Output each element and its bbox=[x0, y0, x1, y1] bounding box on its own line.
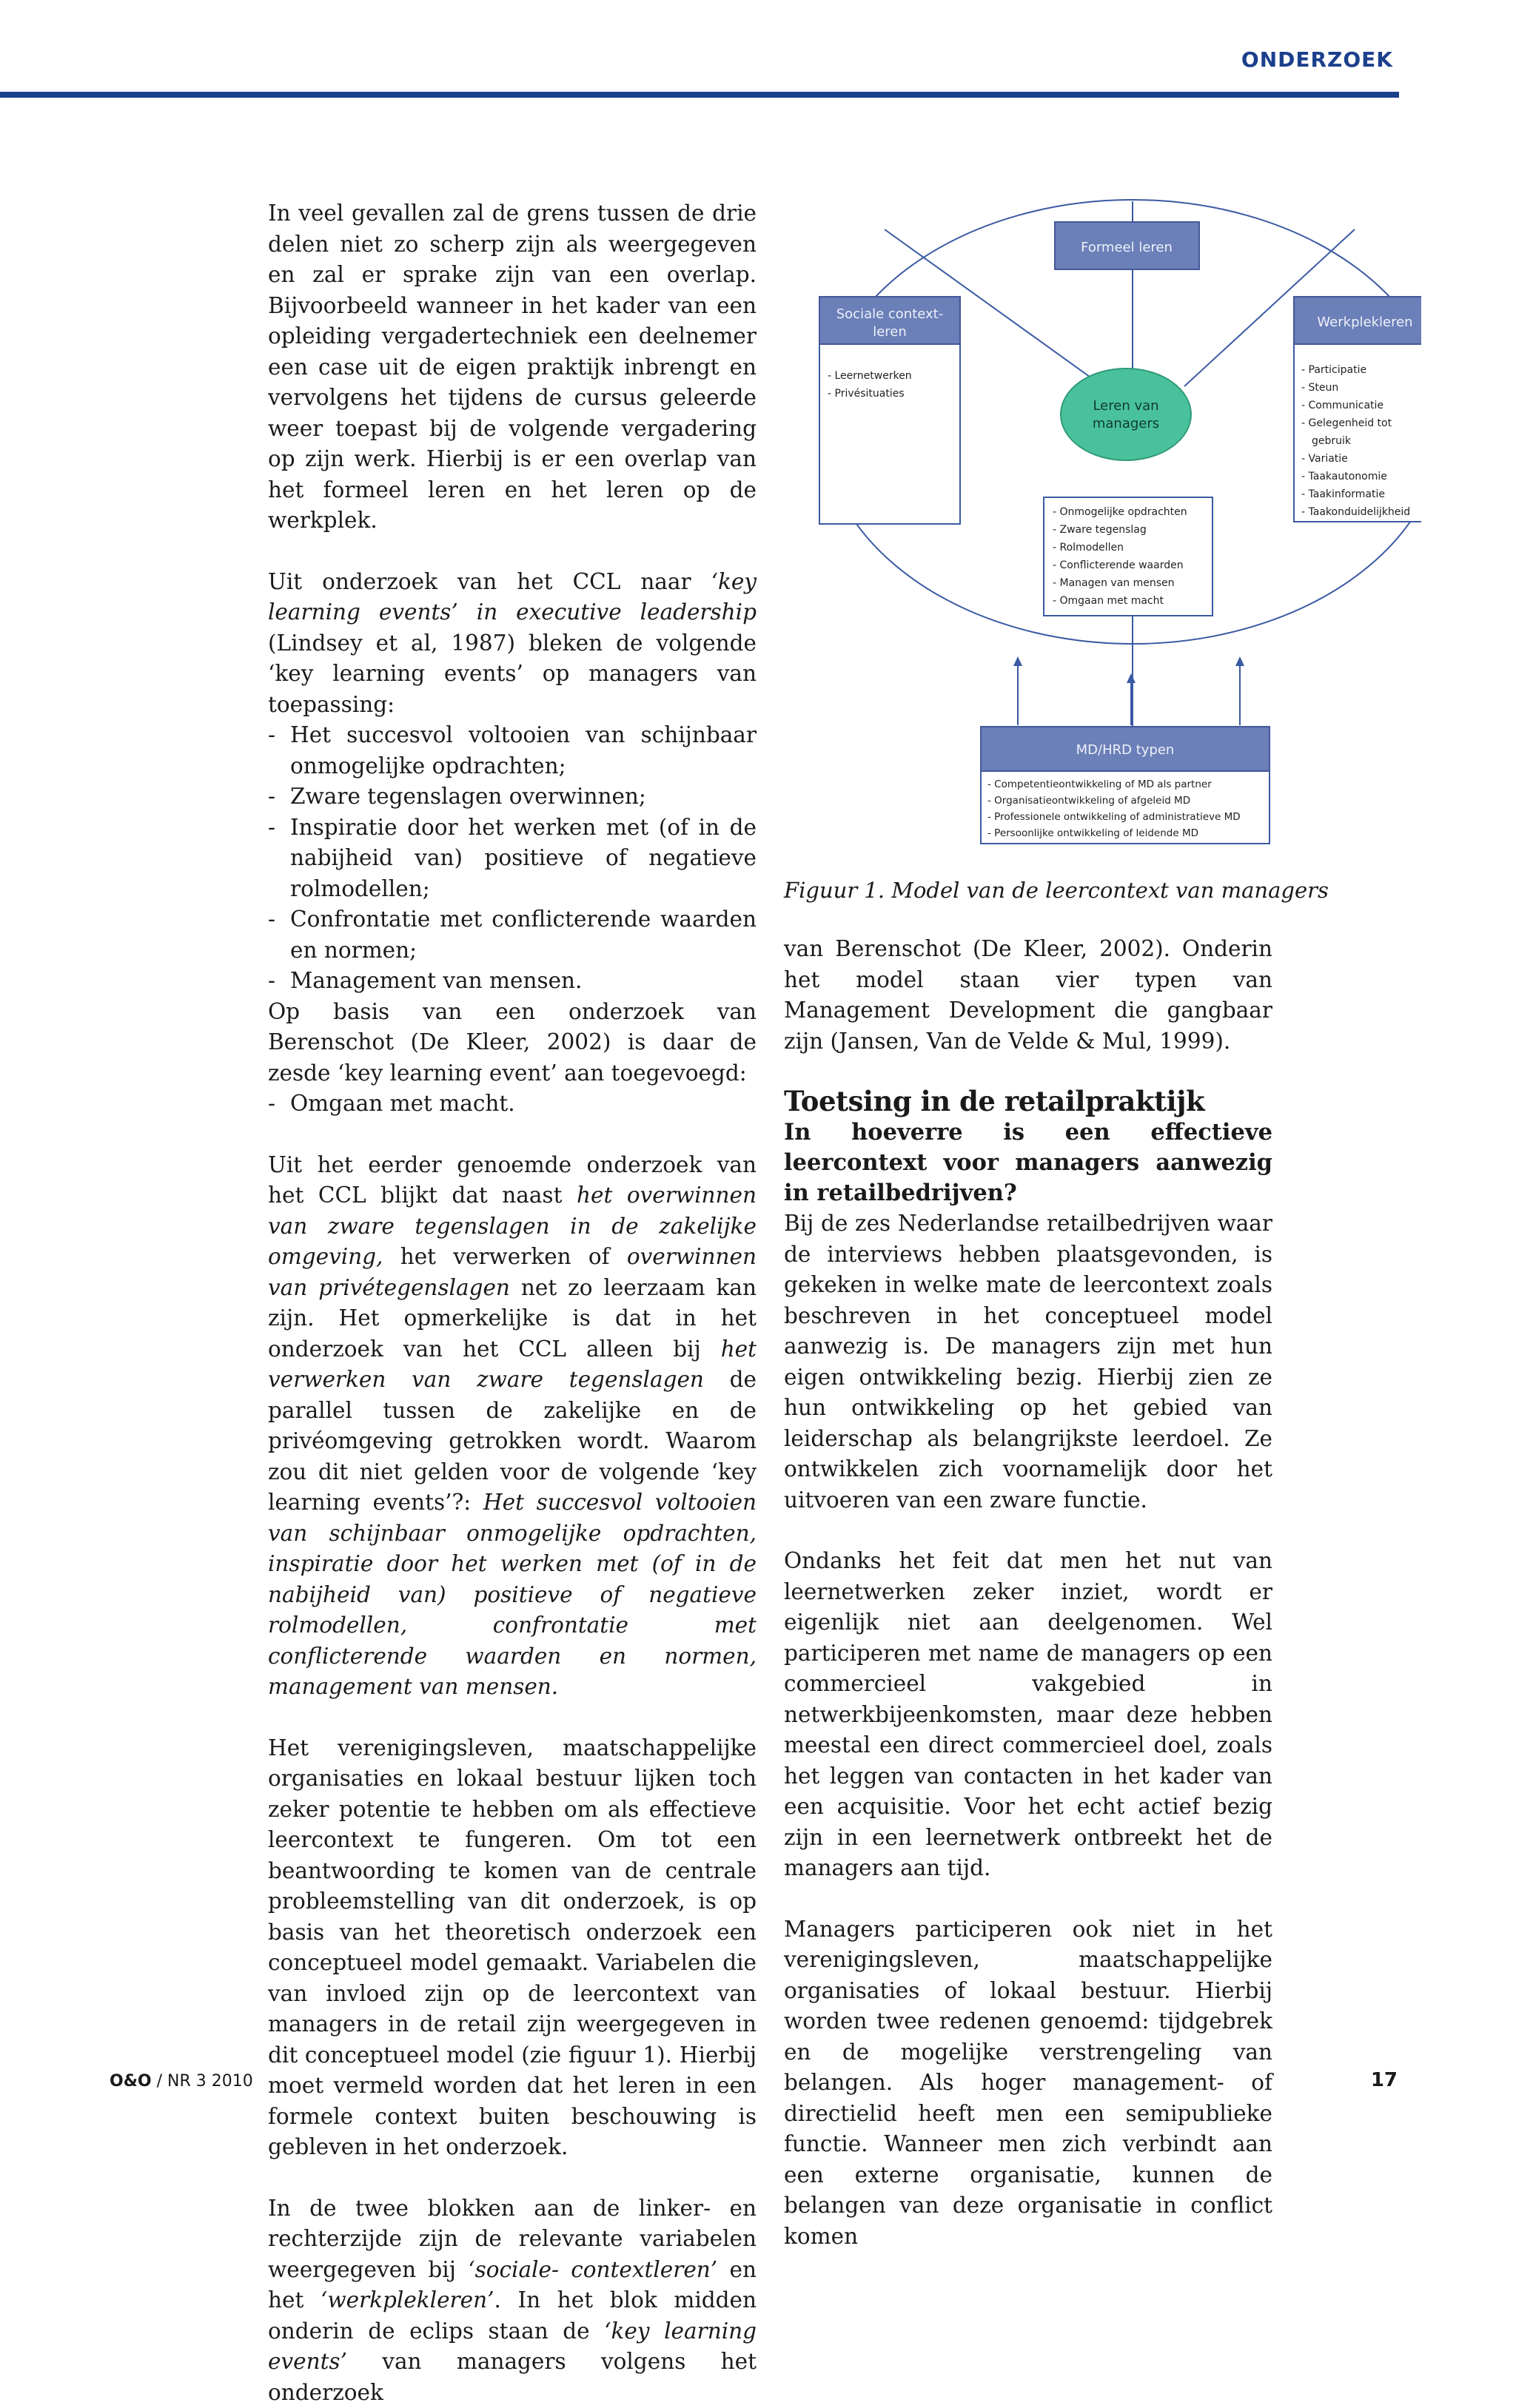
list-item: - Management van mensen. bbox=[268, 966, 757, 997]
social-context-label: leren bbox=[873, 324, 907, 340]
social-item: - Privésituaties bbox=[828, 388, 905, 400]
workplace-item: - Taakinformatie bbox=[1301, 488, 1385, 500]
workplace-item: - Taakautonomie bbox=[1301, 471, 1387, 482]
md-hrd-item: - Persoonlijke ontwikkeling of leidende MD bbox=[987, 827, 1198, 839]
social-context-label: Sociale context- bbox=[836, 306, 944, 322]
managers-learning-label: Leren van bbox=[1093, 398, 1158, 414]
md-hrd-item: - Competentieontwikkeling of MD als partner bbox=[987, 778, 1212, 790]
key-event-item: - Managen van mensen bbox=[1053, 577, 1175, 589]
key-event-item: - Rolmodellen bbox=[1053, 542, 1124, 554]
managers-learning-label: managers bbox=[1093, 416, 1159, 431]
workplace-item: - Communicatie bbox=[1301, 400, 1383, 411]
key-event-item: - Zware tegenslag bbox=[1053, 524, 1147, 536]
workplace-item: - Gelegenheid tot bbox=[1301, 417, 1392, 429]
workplace-item: - Steun bbox=[1301, 382, 1338, 394]
figure-caption: Figuur 1. Model van de leercontext van managers bbox=[784, 878, 1329, 903]
paragraph: In veel gevallen zal de grens tussen de drie delen niet zo scherp zijn als weergegeven en zal er sprake zijn van een overlap. Bijvoorbeeld wanneer in het kader van een opleiding vergadertechniek een deelnemer een case uit de eigen praktijk inbrengt en vervolgens het tijdens de cursus geleerde weer toepast bij de volgende vergadering op zijn werk. Hierbij is er een overlap van het formeel leren en het leren op de werkplek. bbox=[268, 198, 757, 537]
arrow-head bbox=[1235, 656, 1244, 666]
list-item: - Het succesvol voltooien van schijnbaar onmogelijke opdrachten; bbox=[268, 720, 757, 781]
section-subheading: In hoeverre is een effectieve leercontext voor managers aanwezig in retailbedrijven? bbox=[784, 1117, 1272, 1208]
paragraph: Uit het eerder genoemde onderzoek van het CCL blijkt dat naast het overwinnen van zware tegenslagen in de zakelijke omgeving, het verwerken of overwinnen van privétegenslagen net zo leerzaam kan zijn. Het opmerkelijke is dat in het onderzoek van het CCL alleen bij het verwerken van zware tegenslagen de parallel tussen de zakelijke en de privéomgeving getrokken wordt. Waarom zou dit niet gelden voor de volgende ‘key learning events’?: Het succesvol voltooien van schijnbaar onmogelijke opdrachten, inspiratie door het werken met (of in de nabijheid van) positieve of negatieve rolmodellen, confrontatie met conflicterende waarden en normen, management van mensen. bbox=[268, 1150, 757, 1703]
extra-event-list bbox=[268, 1089, 757, 1120]
arrow-head bbox=[1127, 673, 1136, 683]
md-hrd-item: - Organisatieontwikkeling of afgeleid MD bbox=[987, 795, 1190, 807]
header-rule bbox=[0, 92, 1399, 98]
list-item: - Confrontatie met conflicterende waarden en normen; bbox=[268, 904, 757, 966]
footer-journal: O&O / NR 3 2010 bbox=[110, 2072, 253, 2091]
md-hrd-item: - Professionele ontwikkeling of administratieve MD bbox=[987, 811, 1241, 823]
social-item: - Leernetwerken bbox=[828, 370, 912, 382]
formal-learning-label: Formeel leren bbox=[1081, 240, 1173, 255]
arrow-head bbox=[1013, 656, 1022, 666]
list-item: - Inspiratie door het werken met (of in de nabijheid van) positieve of negatieve rolmodellen; bbox=[268, 813, 757, 905]
right-column bbox=[784, 934, 1272, 2252]
paragraph: Het verenigingsleven, maatschappelijke organisaties en lokaal bestuur lijken toch zeker potentie te hebben om als effectieve leercontext te fungeren. Om tot een beantwoording te komen van de centrale probleemstelling van dit onderzoek, is op basis van het theoretisch onderzoek een conceptueel model gemaakt. Variabelen die van invloed zijn op de leercontext van managers in de retail zijn weergegeven in dit conceptueel model (zie figuur 1). Hierbij moet vermeld worden dat het leren in een formele context buiten beschouwing is gebleven in het onderzoek. bbox=[268, 1733, 757, 2163]
paragraph: Bij de zes Nederlandse retailbedrijven waar de interviews hebben plaatsgevonden, is gekeken in welke mate de leercontext zoals beschreven in het conceptueel model aanwezig is. De managers zijn met hun eigen ontwikkeling bezig. Hierbij zien ze hun ontwikkeling op het gebied van leiderschap als belangrijkste leerdoel. Ze ontwikkelen zich voornamelijk door het uitvoeren van een zware functie. bbox=[784, 1208, 1272, 1516]
paragraph: Managers participeren ook niet in het verenigingsleven, maatschappelijke organisaties of lokaal bestuur. Hierbij worden twee redenen genoemd: tijdgebrek en de mogelijke verstrengeling van belangen. Als hoger management- of directielid heeft men een semipublieke functie. Wanneer men zich verbindt aan een externe organisatie, kunnen de belangen van deze organisatie in conflict komen bbox=[784, 1914, 1272, 2253]
section-label: ONDERZOEK bbox=[1241, 47, 1393, 72]
paragraph: Ondanks het feit dat men het nut van leernetwerken zeker inziet, wordt er eigenlijk niet aan deelgenomen. Wel participeren met name de managers op een commercieel vakgebied in netwerkbijeenkomsten, maar deze hebben meestal een direct commercieel doel, zoals het leggen van contacten in het kader van een acquisitie. Voor het echt actief bezig zijn in een leernetwerk ontbreekt het de managers aan tijd. bbox=[784, 1546, 1272, 1884]
paragraph: Op basis van een onderzoek van Berenschot (De Kleer, 2002) is daar de zesde ‘key learning event’ aan toegevoegd: bbox=[268, 997, 757, 1089]
paragraph: Uit onderzoek van het CCL naar ‘key learning events’ in executive leadership (Lindsey et al, 1987) bleken de volgende ‘key learning events’ op managers van toepassing: bbox=[268, 567, 757, 721]
workplace-label: Werkplekleren bbox=[1317, 315, 1412, 330]
workplace-item: - Taakonduidelijkheid bbox=[1301, 506, 1410, 518]
workplace-item: - Participatie bbox=[1301, 364, 1366, 376]
key-event-item: - Conflicterende waarden bbox=[1053, 559, 1184, 571]
workplace-item: gebruik bbox=[1312, 435, 1352, 447]
key-event-item: - Omgaan met macht bbox=[1053, 595, 1164, 607]
page-number: 17 bbox=[1371, 2069, 1398, 2091]
managers-learning-node bbox=[1061, 369, 1191, 460]
key-events-list bbox=[268, 720, 757, 997]
paragraph: In de twee blokken aan de linker- en rechterzijde zijn de relevante variabelen weergegeven bij ‘sociale- contextleren’ en het ‘werkplekleren’. In het blok midden onderin de eclips staan de ‘key learning events’ van managers volgens het onderzoek bbox=[268, 2193, 757, 2408]
md-hrd-label: MD/HRD typen bbox=[1076, 742, 1175, 758]
key-event-item: - Onmogelijke opdrachten bbox=[1053, 506, 1187, 518]
list-item: - Omgaan met macht. bbox=[268, 1089, 757, 1120]
left-column bbox=[268, 198, 757, 2408]
section-heading: Toetsing in de retailpraktijk bbox=[784, 1085, 1272, 1117]
workplace-item: - Variatie bbox=[1301, 453, 1348, 465]
learning-context-diagram bbox=[770, 111, 1421, 881]
paragraph: van Berenschot (De Kleer, 2002). Onderin het model staan vier typen van Management Development die gangbaar zijn (Jansen, Van de Velde & Mul, 1999). bbox=[784, 934, 1272, 1057]
list-item: - Zware tegenslagen overwinnen; bbox=[268, 781, 757, 813]
